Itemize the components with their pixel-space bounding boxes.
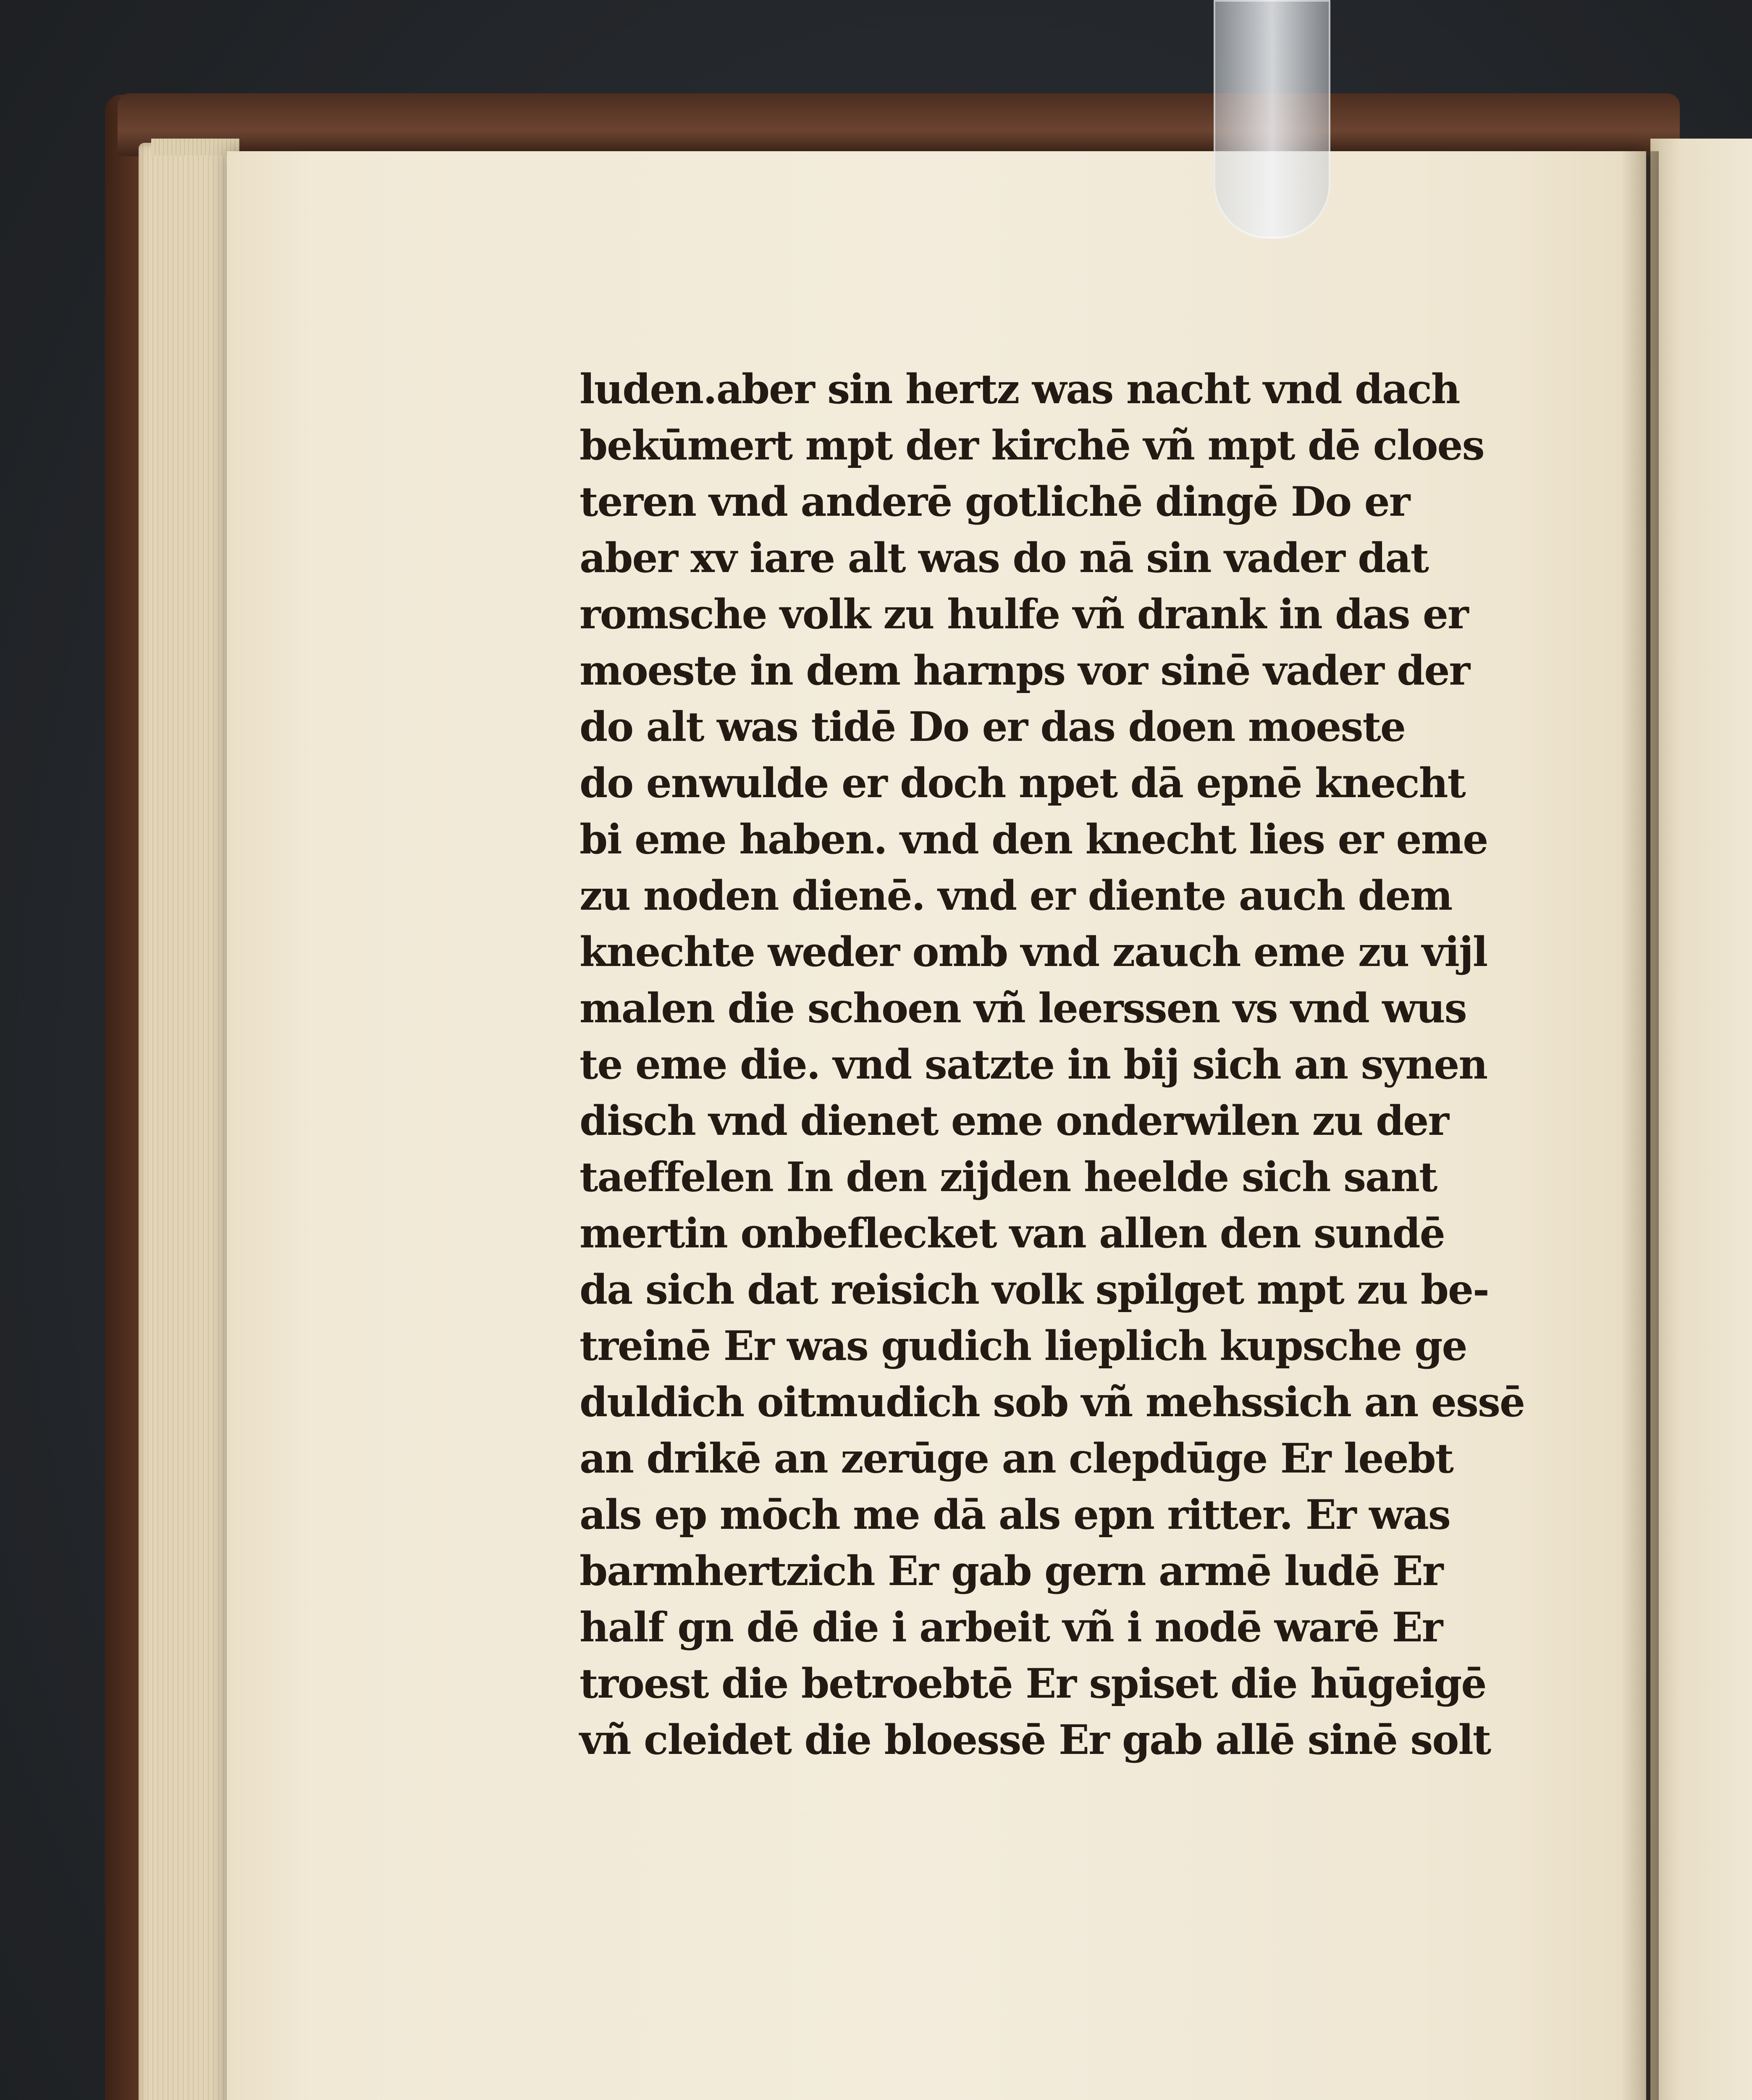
text-line: als ep mōch me dā als epn ritter. Er was <box>580 1491 1450 1538</box>
facing-page <box>1650 139 1752 2100</box>
text-line: do alt was tidē Do er das doen moeste <box>580 703 1405 751</box>
text-line: te eme die. vnd satzte in bij sich an synen <box>580 1041 1487 1088</box>
text-line: do enwulde er doch npet dā epnē knecht <box>580 759 1465 807</box>
text-line: disch vnd dienet eme onderwilen zu der <box>580 1097 1448 1144</box>
text-line: zu noden dienē. vnd er diente auch dem <box>580 872 1452 919</box>
page-gutter-shadow <box>1621 151 1659 2100</box>
text-line: an drikē an zerūge an clepdūge Er leebt <box>580 1435 1453 1482</box>
text-line: mertin onbeflecket van allen den sundē <box>580 1210 1445 1257</box>
text-line: da sich dat reisich volk spilget mpt zu be- <box>580 1266 1489 1313</box>
page-edges-top <box>151 139 239 155</box>
text-line: romsche volk zu hulfe vñ drank in das er <box>580 591 1468 638</box>
text-line: malen die schoen vñ leerssen vs vnd wus <box>580 984 1466 1032</box>
text-line: treinē Er was gudich lieplich kupsche ge <box>580 1322 1467 1370</box>
text-line: bekūmert mpt der kirchē vñ mpt dē cloes <box>580 422 1484 469</box>
text-line: half gn dē die i arbeit vñ i nodē warē Er <box>580 1604 1443 1651</box>
text-line: vñ cleidet die bloessē Er gab allē sinē solt <box>580 1716 1491 1764</box>
leather-binding-top <box>118 93 1680 156</box>
text-line: bi eme haben. vnd den knecht lies er eme <box>580 816 1488 863</box>
text-line: luden.aber sin hertz was nacht vnd dach <box>580 365 1460 413</box>
page-edges-stack <box>139 143 239 2100</box>
text-line: knechte weder omb vnd zauch eme zu vijl <box>580 928 1487 976</box>
text-line: barmhertzich Er gab gern armē ludē Er <box>580 1547 1443 1595</box>
blackletter-text-block <box>580 361 1525 1768</box>
text-line: moeste in dem harnps vor sinē vader der <box>580 647 1470 694</box>
text-line: aber xv iare alt was do nā sin vader dat <box>580 534 1428 582</box>
top-page-clip <box>1214 0 1330 239</box>
text-line: duldich oitmudich sob vñ mehssich an essē <box>580 1378 1525 1426</box>
text-line: troest die betroebtē Er spiset die hūgeigē <box>580 1660 1486 1707</box>
text-line: teren vnd anderē gotlichē dingē Do er <box>580 478 1410 525</box>
text-line: taeffelen In den zijden heelde sich sant <box>580 1153 1437 1201</box>
